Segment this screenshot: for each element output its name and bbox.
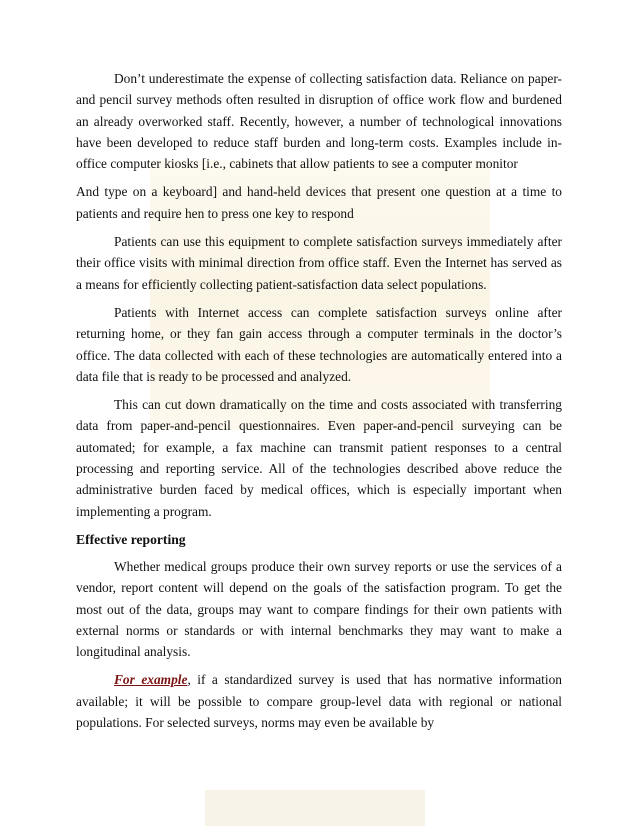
section-heading-effective-reporting: Effective reporting [76, 531, 186, 547]
for-example-text: , if a standardized survey is used that has normative information available; it will be possible to compare group-level data with regional or national populations. For selected surveys, norms may even be available by [76, 672, 562, 731]
paragraph-keyboard-devices: And type on a keyboard] and hand-held devices that present one question at a time to patients and require hen to press one key to respond [76, 184, 562, 221]
paragraph-internet-access: Patients with Internet access can complete satisfaction surveys online after returning home, or they fan gain access through a computer terminals in the doctor’s office. The data collected with each of these technologies are automatically entered into a data file that is ready to be processed and analyzed. [76, 304, 562, 384]
document-page [76, 68, 562, 740]
paragraph-satisfaction-cost: Don’t underestimate the expense of collecting satisfaction data. Reliance on paper-and pencil survey methods often resulted in disruption of office work flow and burdened an already overworked staff. Recently, however, a number of technological innovations have been developed to reduce staff burden and long-term costs. Examples include in-office computer kiosks [i.e., cabinets that allow patients to see a computer monitor [76, 71, 562, 172]
background-watermark-bottom [205, 790, 425, 826]
paragraph-equipment-use: Patients can use this equipment to complete satisfaction surveys immediately after their office visits with minimal direction from office staff. Even the Internet has served as a means for efficiently collecting patient-satisfaction data select populations. [76, 234, 562, 292]
paragraph-report-content: Whether medical groups produce their own survey reports or use the services of a vendor, report content will depend on the goals of the satisfaction program. To get the most out of the data, groups may want to compare findings for their own patients with external norms or standards or with internal benchmarks they may want to make a longitudinal analysis. [76, 558, 562, 660]
for-example-emphasis: For example [114, 672, 188, 688]
paragraph-cost-reduction: This can cut down dramatically on the time and costs associated with transferring data from paper-and-pencil questionnaires. Even paper-and-pencil surveying can be automated; for example, a fax machine can transmit patient responses to a central processing and reporting service. All of the technologies described above reduce the administrative burden faced by medical offices, which is especially important when implementing a program. [76, 397, 562, 519]
paragraph-for-example [76, 669, 562, 733]
